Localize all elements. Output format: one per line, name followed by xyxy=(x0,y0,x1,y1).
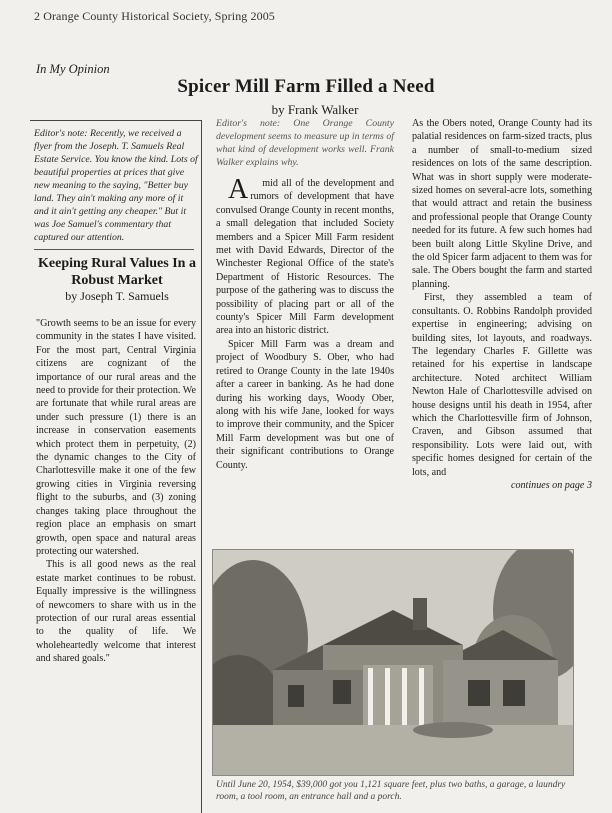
sidebar-editor-note: Editor's note: Recently, we received a flyer from the Joseph. T. Samuels Real Estate Service. You know the kind. Lots of beautiful properties at prices that give new meaning to the saying, "Better buy land. They ain't making any more of it and it ain't getting any cheaper." But it was Joe Samuel's commentary that captured our attention. xyxy=(34,128,198,243)
sidebar-title: Keeping Rural Values In a Robust Market xyxy=(38,256,196,288)
running-head: 2 Orange County Historical Society, Spring 2005 xyxy=(34,9,275,23)
article-column-1 xyxy=(216,117,394,472)
sidebar-column xyxy=(30,120,202,813)
house-illustration xyxy=(213,550,573,775)
article-editor-note: Editor's note: One Orange County development seems to measure up in terms of what kind of development works well. Frank Walker explains why. xyxy=(216,118,394,168)
photo-caption: Until June 20, 1954, $39,000 got you 1,121 square feet, plus two baths, a garage, a laundry room, a tool room, an entrance hall and a porch. xyxy=(216,780,566,802)
article-byline: by Frank Walker xyxy=(271,102,359,117)
sidebar-paragraph: "Growth seems to be an issue for every community in the states I have visited. For the most part, Central Virginia citizens are cognizant of the importance of our rural areas and the need to provide for their protection. We are fortunate that while rural areas are under such pressure (1) there is an increase in conservation easements which protect them in perpetuity, (2) the dynamic changes to the City of Charlottesville make it one of the few growing cities in Virginia reversing flight to the suburbs, and (3) zoning changes taking place throughout the region place an emphasis on smart growth, open space and natural areas protecting our watershed. xyxy=(36,318,196,557)
section-label: In My Opinion xyxy=(36,62,110,76)
article-paragraph: Spicer Mill Farm was a dream and project of Woodbury S. Ober, who had retired to Orange County in the late 1940s after a career in banking. As he had done during his working days, Woody Ober, along with his wife Jane, looked for ways to improve their community, and the Spicer Mill Farm development was but one of their significant contributions to Orange County. xyxy=(216,338,394,471)
sidebar-paragraph: This is all good news as the real estate market continues to be robust. Equally impressive is the willingness of newcomers to share with us in the protection of our rural areas essential to the quality of life. We wholeheartedly welcome that interest and shared goals." xyxy=(36,559,196,665)
article-title: Spicer Mill Farm Filled a Need xyxy=(177,76,435,97)
sidebar-divider xyxy=(34,249,194,250)
article-paragraph: As the Obers noted, Orange County had its palatial residences on farm-sized tracts, plus a number of small-to-medium sized residences on lots of the same description. What was in short supply were moderate-sized homes on several-acre lots, something that would attract and retain the business and professional people that Orange County needed for its future. A few such homes had been built along Little Skyline Drive, and the old Spicer farm adjacent to them was for sale. The Obers bought the farm and started planning. xyxy=(412,118,592,290)
article-column-2 xyxy=(412,117,592,492)
article-paragraph: A mid all of the development and rumors of development that have convulsed Orange County in recent months, a small delegation that included Society members and a Spicer Mill Farm resident met with David Edwards, Director of the Winchester Regional Office of the state's Department of Historic Resources. The purpose of the gathering was to discuss the possibility of placing part or all of the county's Spicer Mill Farm development area into an historic district. xyxy=(216,174,394,337)
drop-cap: A xyxy=(228,174,249,205)
sidebar-byline: by Joseph T. Samuels xyxy=(65,289,169,303)
sidebar-body xyxy=(36,317,196,666)
continues-note: continues on page 3 xyxy=(510,479,592,491)
house-photo xyxy=(212,549,574,776)
article-paragraph: First, they assembled a team of consultants. O. Robbins Randolph provided expertise in engineering; advising on building sites, lot layouts, and roadways. The legendary Charles F. Gillette was retained for his expertise in landscape architecture. Noted architect William Newton Hale of Charlottesville advised on house designs until his death in 1954, after which the Charlottesville firm of Johnson, Craven, and Gibson assumed that responsibility. Lots were laid out, with specific homes designed for certain of the lots, and xyxy=(412,292,592,478)
